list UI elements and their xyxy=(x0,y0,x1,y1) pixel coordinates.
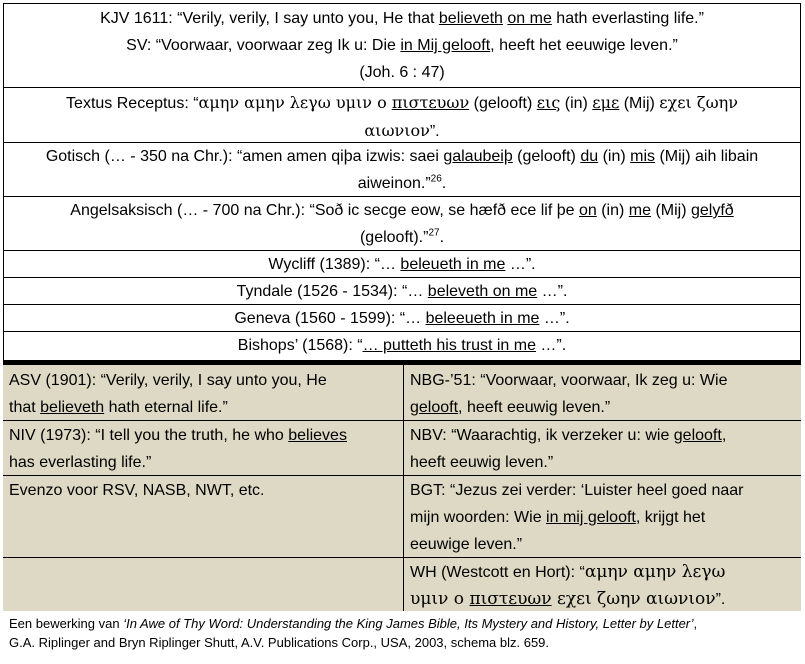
niv-text-2: has everlasting life.” xyxy=(9,454,152,471)
gotisch-text-2: aiweinon.” xyxy=(357,175,431,192)
tr-greek-2: εχει ζωην xyxy=(659,93,738,112)
row-textus-receptus xyxy=(3,88,801,143)
sv-text: SV: “Voorwaar, voorwaar zeg Ik u: Die xyxy=(126,37,401,54)
nbv-comma: , xyxy=(721,427,727,444)
tyndale-text: Tyndale (1526 - 1534): “… xyxy=(236,283,428,300)
geneva-end: …”. xyxy=(539,310,570,327)
wycliff-underline: beleueth in me xyxy=(400,256,506,273)
nbg-text-2: , heeft eeuwig leven.” xyxy=(458,399,611,416)
bgt-text-3: , krijgt het xyxy=(635,509,706,526)
angel-line-1 xyxy=(3,197,801,224)
niv-underline: believes xyxy=(288,427,347,444)
tr-underline-1: πιστευων xyxy=(391,93,470,112)
asv-underline: believeth xyxy=(40,399,105,416)
gotisch-gloss-3: (Mij) aih libain xyxy=(655,148,759,165)
cell-wh xyxy=(404,559,801,613)
nbv-text-2: heeft eeuwig leven.” xyxy=(410,454,554,471)
angel-line-2 xyxy=(3,224,801,251)
gotisch-end: . xyxy=(441,175,447,192)
tyndale-end: …”. xyxy=(537,283,568,300)
wh-greek-1: αμην αμην λεγω xyxy=(584,562,726,582)
asv-text-2: that xyxy=(9,399,41,416)
bgt-underline: in mij gelooft xyxy=(546,509,636,526)
niv-text-1: NIV (1973): “I tell you the truth, he who xyxy=(9,427,289,444)
cell-niv xyxy=(3,422,403,476)
grid-row-divider-3-left xyxy=(3,557,403,558)
asv-text-3: hath eternal life.” xyxy=(104,399,228,416)
sv-text-end: , heeft het eeuwige leven.” xyxy=(490,37,678,54)
tr-greek-1: αμην αμην λεγω υμιν ο xyxy=(198,93,392,112)
evenzo-text: Evenzo voor RSV, NASB, NWT, etc. xyxy=(9,482,265,499)
bgt-text-1: BGT: “Jezus zei verder: ‘Luister heel goed naar xyxy=(410,482,744,499)
gotisch-underline-1: galaubeiþ xyxy=(443,148,513,165)
bgt-text-4: eeuwige leven.” xyxy=(410,536,523,553)
angel-underline-3: gelyfð xyxy=(691,202,734,219)
gotisch-line-1 xyxy=(3,143,801,170)
geneva-underline: beleeueth in me xyxy=(425,310,540,327)
tyndale-line xyxy=(3,278,801,305)
nbv-underline: gelooft xyxy=(673,427,722,444)
kjv-underline-2: on me xyxy=(507,10,552,27)
gotisch-gloss-1: (gelooft) xyxy=(512,148,581,165)
bgt-text-2: mijn woorden: Wie xyxy=(410,509,547,526)
nbv-text-1: NBV: “Waarachtig, ik verzeker u: wie xyxy=(410,427,674,444)
tyndale-underline: beleveth on me xyxy=(427,283,538,300)
tr-gloss-2: (in) xyxy=(560,95,593,112)
gotisch-gloss-2: (in) xyxy=(598,148,631,165)
tr-underline-3: εμε xyxy=(592,93,620,112)
footnote-26: 26 xyxy=(430,173,442,185)
wh-label: WH (Westcott en Hort): “ xyxy=(410,564,585,581)
verse-reference: (Joh. 6 : 47) xyxy=(359,64,445,81)
footer-pre: Een bewerking van xyxy=(9,616,124,631)
angel-gloss-1: (in) xyxy=(596,202,629,219)
kjv-text-end: hath everlasting life.” xyxy=(551,10,704,27)
row-gotisch xyxy=(3,143,801,197)
tr-label: Textus Receptus: “ xyxy=(66,95,199,112)
tr-underline-2: εις xyxy=(536,93,561,112)
angel-end: . xyxy=(439,229,445,246)
gotisch-text: Gotisch (… - 350 na Chr.): “amen amen qiþa izwis: saei xyxy=(45,148,444,165)
angel-gloss-2: (Mij) xyxy=(651,202,691,219)
footer-line-2: G.A. Riplinger and Bryn Riplinger Shutt, A.V. Publications Corp., USA, 2003, schema blz. 659. xyxy=(9,635,550,650)
tr-end: ”. xyxy=(429,123,440,140)
nbg-underline: gelooft xyxy=(410,399,459,416)
cell-bgt xyxy=(404,477,801,558)
tr-line-1 xyxy=(3,89,801,117)
angel-underline-1: on xyxy=(578,202,597,219)
bishops-line xyxy=(3,332,801,359)
wycliff-line xyxy=(3,251,801,278)
gotisch-underline-2: du xyxy=(580,148,599,165)
row-bishops xyxy=(3,332,801,360)
row-angelsaksisch xyxy=(3,197,801,251)
row-kjv-sv xyxy=(3,3,801,88)
cell-nbg xyxy=(404,367,801,421)
footer-title: ‘In Awe of Thy Word: Understanding the King James Bible, Its Mystery and History, Letter by Letter’ xyxy=(123,616,694,631)
gotisch-line-2 xyxy=(3,170,801,197)
footer-citation xyxy=(3,611,801,660)
wh-underline: πιστευων xyxy=(469,589,552,609)
sv-line xyxy=(3,32,801,59)
kjv-line xyxy=(3,5,801,32)
kjv-text: KJV 1611: “Verily, verily, I say unto you, He that xyxy=(100,10,439,27)
bishops-end: …”. xyxy=(535,337,567,354)
wh-greek-2: υμιν ο xyxy=(410,589,470,609)
cell-asv xyxy=(3,367,403,421)
wycliff-end: …”. xyxy=(505,256,536,273)
footnote-27: 27 xyxy=(428,227,440,239)
asv-text-1: ASV (1901): “Verily, verily, I say unto you, He xyxy=(9,372,327,389)
angel-text: Angelsaksisch (… - 700 na Chr.): “Soð ic secge eow, se hæfð ece lif þe xyxy=(70,202,579,219)
angel-text-2: (gelooft).” xyxy=(359,229,429,246)
tr-gloss-3: (Mij) xyxy=(619,95,660,112)
sv-underline: in Mij gelooft xyxy=(400,37,491,54)
bishops-text: Bishops’ (1568): “ xyxy=(237,337,363,354)
geneva-text: Geneva (1560 - 1599): “… xyxy=(234,310,426,327)
tr-greek-3: αιωνιον xyxy=(364,121,430,140)
nbg-text-1: NBG-’51: “Voorwaar, voorwaar, Ik zeg u: Wie xyxy=(410,372,728,389)
gotisch-underline-3: mis xyxy=(630,148,656,165)
bishops-underline: … putteth his trust in me xyxy=(362,337,536,354)
tr-gloss-1: (gelooft) xyxy=(469,95,537,112)
wycliff-text: Wycliff (1389): “… xyxy=(268,256,401,273)
footer-post: , xyxy=(693,616,698,631)
cell-evenzo xyxy=(3,477,403,504)
geneva-line xyxy=(3,305,801,332)
row-wycliff xyxy=(3,251,801,278)
angel-underline-2: me xyxy=(628,202,652,219)
tr-line-2 xyxy=(3,117,801,145)
row-tyndale xyxy=(3,278,801,305)
kjv-underline-1: believeth xyxy=(438,10,503,27)
row-geneva xyxy=(3,305,801,332)
wh-end: ”. xyxy=(715,591,726,608)
cell-nbv xyxy=(404,422,801,476)
wh-greek-3: εχει ζωην αιωνιον xyxy=(551,589,716,609)
